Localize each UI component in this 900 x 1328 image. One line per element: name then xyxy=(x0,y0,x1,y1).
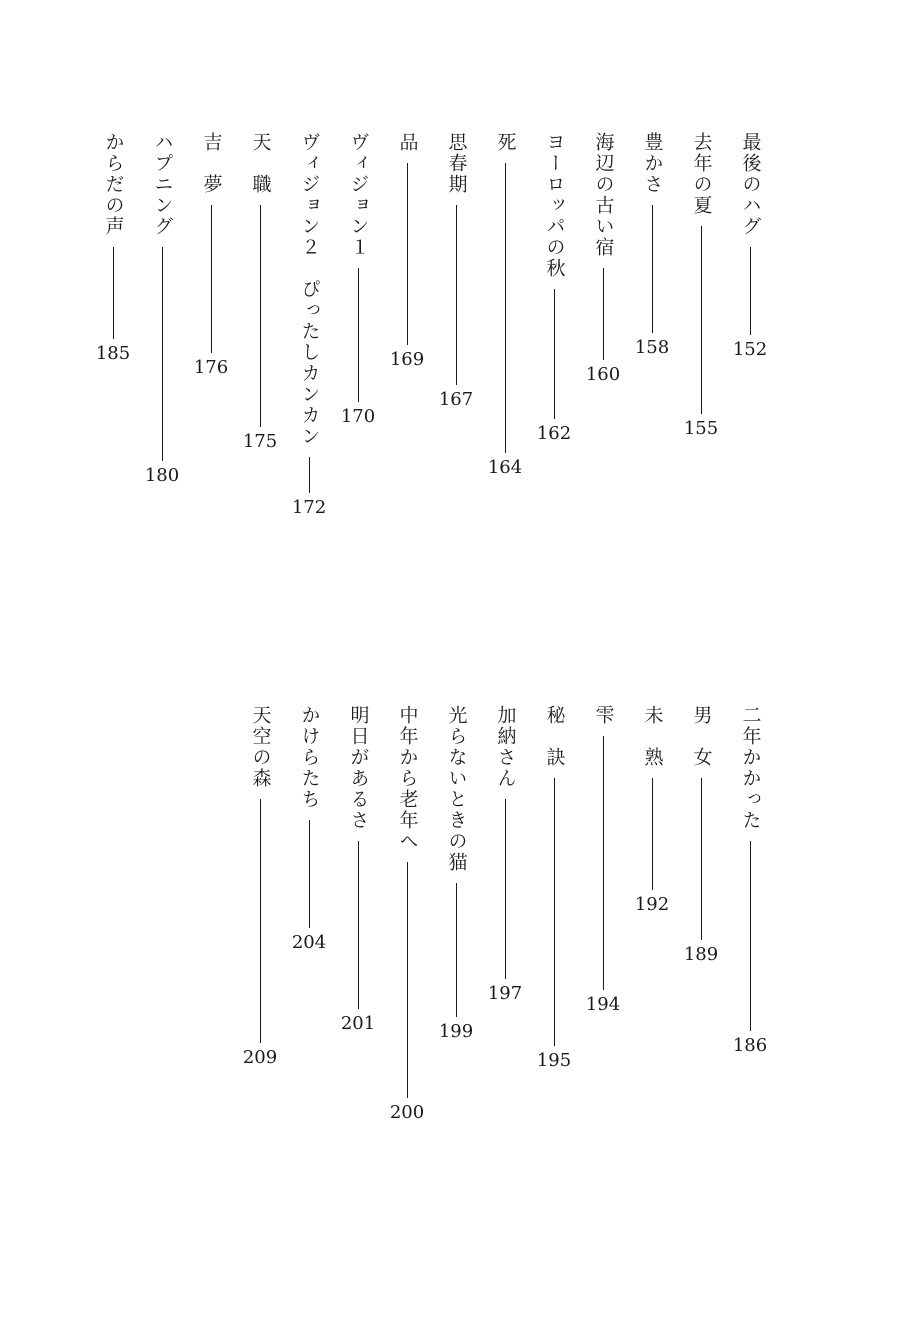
toc-entry-title: からだの声 xyxy=(102,132,125,237)
toc-entry-page: 175 xyxy=(242,431,278,452)
toc-entry-page: 172 xyxy=(291,497,327,518)
toc-entry-title: 豊かさ xyxy=(641,132,664,195)
toc-entry-title: 思春期 xyxy=(445,132,468,195)
toc-entry[interactable] xyxy=(240,132,280,451)
toc-entry-page: 194 xyxy=(585,994,621,1015)
toc-entry[interactable] xyxy=(583,132,623,384)
toc-leader-line xyxy=(260,205,261,427)
toc-entry-page: 192 xyxy=(634,894,670,915)
toc-entry-title: 死 xyxy=(494,132,517,153)
toc-entry-title: 吉 夢 xyxy=(200,132,223,195)
toc-entry[interactable] xyxy=(387,132,427,369)
toc-entry-title: ヨーロッパの秋 xyxy=(543,132,566,279)
toc-entry-page: 195 xyxy=(536,1050,572,1071)
toc-entry[interactable] xyxy=(387,705,427,1122)
toc-entry[interactable] xyxy=(436,132,476,409)
toc-leader-line xyxy=(554,778,555,1046)
toc-leader-line xyxy=(456,205,457,385)
toc-entry-page: 199 xyxy=(438,1021,474,1042)
toc-entry-title: 秘 訣 xyxy=(543,705,566,768)
toc-entry-title: 加納さん xyxy=(494,705,517,789)
toc-entry-page: 169 xyxy=(389,349,425,370)
toc-entry[interactable] xyxy=(485,132,525,477)
toc-entry-page: 185 xyxy=(95,343,131,364)
toc-entry-title: 品 xyxy=(396,132,419,153)
toc-leader-line xyxy=(701,226,702,414)
toc-entry-title: 二年かかった xyxy=(739,705,762,831)
toc-entry-page: 189 xyxy=(683,944,719,965)
toc-entry-title: 天 職 xyxy=(249,132,272,195)
toc-leader-line xyxy=(603,268,604,360)
toc-leader-line xyxy=(750,247,751,335)
toc-entry-page: 170 xyxy=(340,406,376,427)
toc-leader-line xyxy=(554,289,555,419)
toc-entry-title: 明日があるさ xyxy=(347,705,370,831)
toc-entry-page: 201 xyxy=(340,1013,376,1034)
toc-entry[interactable] xyxy=(436,705,476,1041)
toc-leader-line xyxy=(456,883,457,1017)
toc-leader-line xyxy=(750,841,751,1031)
toc-entry-page: 197 xyxy=(487,983,523,1004)
toc-entry-title: 海辺の古い宿 xyxy=(592,132,615,258)
toc-entry-page: 176 xyxy=(193,357,229,378)
toc-entry-title: 未 熟 xyxy=(641,705,664,768)
toc-leader-line xyxy=(701,778,702,940)
toc-entry[interactable] xyxy=(632,132,672,357)
toc-entry-page: 167 xyxy=(438,389,474,410)
toc-entry-title: かけらたち xyxy=(298,705,321,810)
toc-entry-page: 155 xyxy=(683,418,719,439)
toc-entry[interactable] xyxy=(289,132,329,517)
toc-entry-title: ヴィジョン１ xyxy=(347,132,370,258)
toc-entry-page: 152 xyxy=(732,339,768,360)
toc-leader-line xyxy=(113,247,114,339)
toc-leader-line xyxy=(407,163,408,345)
toc-leader-line xyxy=(309,457,310,493)
toc-entry[interactable] xyxy=(142,132,182,485)
toc-entry[interactable] xyxy=(191,132,231,377)
toc-leader-line xyxy=(358,268,359,402)
toc-leader-line xyxy=(309,820,310,928)
toc-entry-page: 164 xyxy=(487,457,523,478)
toc-entry[interactable] xyxy=(93,132,133,363)
toc-entry-title: ヴィジョン２ ぴったしカンカン xyxy=(298,132,321,447)
toc-entry-page: 162 xyxy=(536,423,572,444)
toc-leader-line xyxy=(358,841,359,1009)
toc-leader-line xyxy=(505,163,506,453)
toc-entry[interactable] xyxy=(632,705,672,914)
toc-entry[interactable] xyxy=(338,705,378,1033)
toc-entry[interactable] xyxy=(583,705,623,1014)
toc-entry-title: 光らないときの猫 xyxy=(445,705,468,873)
toc-entry-page: 200 xyxy=(389,1102,425,1123)
toc-entry[interactable] xyxy=(730,132,770,359)
toc-entry-title: 最後のハグ xyxy=(739,132,762,237)
toc-entry-title: 中年から老年へ xyxy=(396,705,419,852)
toc-entry-title: 雫 xyxy=(592,705,615,726)
toc-entry-page: 209 xyxy=(242,1047,278,1068)
toc-entry-page: 204 xyxy=(291,932,327,953)
toc-leader-line xyxy=(407,862,408,1098)
toc-entry-page: 158 xyxy=(634,337,670,358)
toc-entry-page: 180 xyxy=(144,465,180,486)
toc-entry[interactable] xyxy=(485,705,525,1003)
toc-leader-line xyxy=(652,778,653,890)
toc-leader-line xyxy=(260,799,261,1043)
toc-entry[interactable] xyxy=(730,705,770,1055)
toc-entry[interactable] xyxy=(534,132,574,443)
toc-entry[interactable] xyxy=(681,705,721,964)
toc-entry-page: 160 xyxy=(585,364,621,385)
toc-entry-title: 去年の夏 xyxy=(690,132,713,216)
toc-entry-title: 天空の森 xyxy=(249,705,272,789)
toc-entry-title: 男 女 xyxy=(690,705,713,768)
toc-entry[interactable] xyxy=(240,705,280,1067)
toc-entry[interactable] xyxy=(289,705,329,952)
toc-entry-page: 186 xyxy=(732,1035,768,1056)
toc-entry[interactable] xyxy=(534,705,574,1070)
toc-leader-line xyxy=(603,736,604,990)
toc-entry-title: ハプニング xyxy=(151,132,174,237)
toc-leader-line xyxy=(162,247,163,461)
toc-leader-line xyxy=(211,205,212,353)
toc-entry[interactable] xyxy=(338,132,378,426)
toc-leader-line xyxy=(505,799,506,979)
toc-leader-line xyxy=(652,205,653,333)
toc-entry[interactable] xyxy=(681,132,721,438)
